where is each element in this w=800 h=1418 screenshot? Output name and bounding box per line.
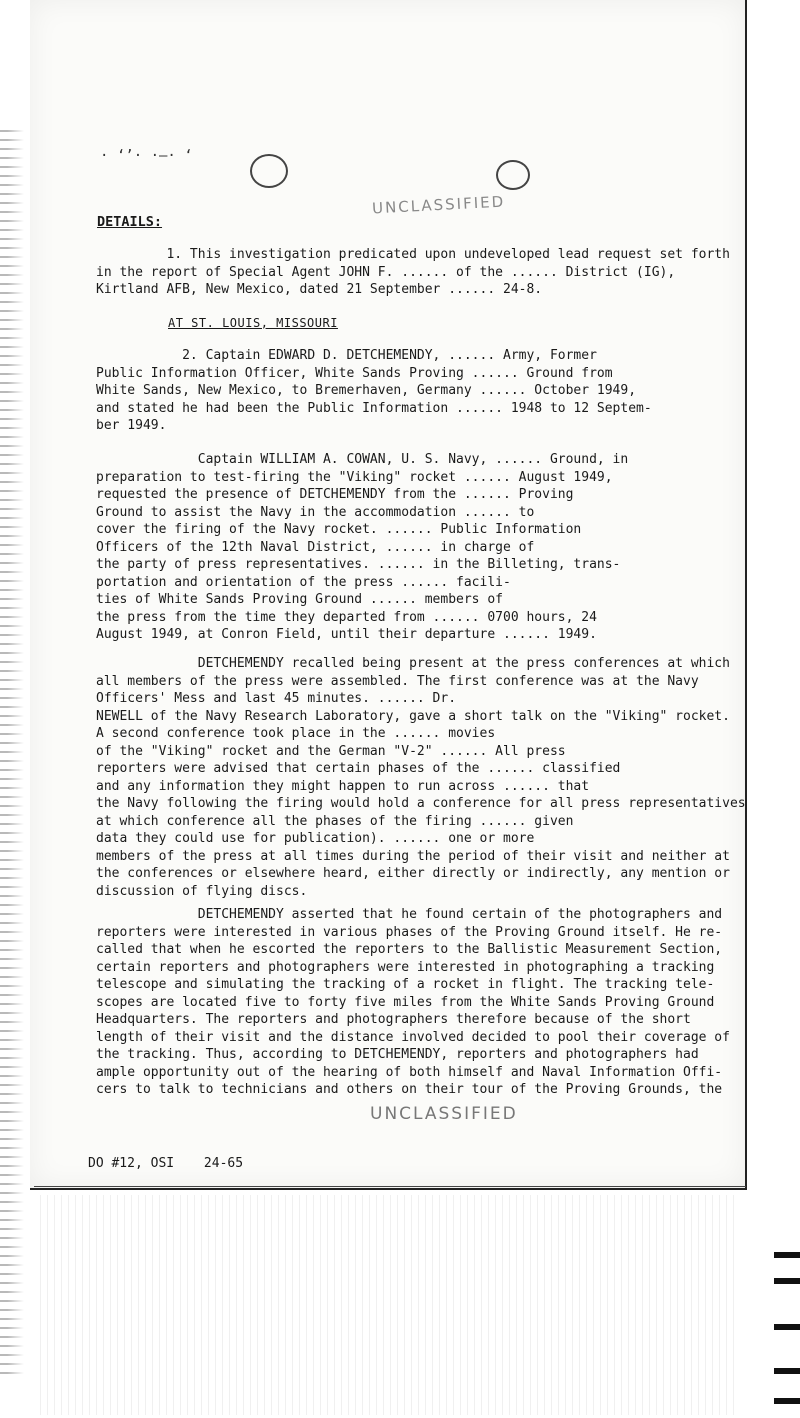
classification-stamp-top: UNCLASSIFIED xyxy=(371,192,506,218)
section-heading-location: AT ST. LOUIS, MISSOURI xyxy=(168,316,338,330)
paragraph-3: Captain WILLIAM A. COWAN, U. S. Navy, ...... Ground, in preparation to test-firing the "Viking" rocket ...... August 1949, requested the presence of DETCHEMENDY from the ...... Proving Ground to assist the Navy in the accommodation ...... to cover the firing of the Navy rocket. ...... Public Information Officers of the 12th Naval District, ...... in charge of the party of press representatives. ...... in the Billeting, trans- portation and orientation of the press ...... facili- ties of White Sands Proving Ground ...... members of the press from the time they departed from ...... 0700 hours, 24 August 1949, at Conron Field, until their departure ...... 1949. xyxy=(96,452,629,642)
scan-edge-right xyxy=(770,1240,800,1418)
document-footer xyxy=(88,1156,265,1171)
page-bottom-rule xyxy=(34,1186,746,1187)
paragraph-5: DETCHEMENDY asserted that he found certain of the photographers and reporters were interested in various phases of the Proving Ground itself. He re- called that when he escorted the reporters to the Ballistic Measurement Section, certain reporters and photographers were interested in photographing a tracking telescope and simulating the tracking of a rocket in flight. The tracking tele- scopes are located five to forty five miles from the White Sands Proving Ground Headquarters. The reporters and photographers therefore because of the short length of their visit and the distance involved decided to pool their coverage of the tracking. Thus, according to DETCHEMENDY, reporters and photographers had ample opportunity out of the hearing of both himself and Naval Information Offi- cers to talk to technicians and others on their tour of the Proving Grounds, the xyxy=(96,907,730,1097)
footer-page-number: 24-65 xyxy=(203,1156,244,1171)
scan-noise-bottom xyxy=(40,1195,740,1415)
paragraph-1: 1. This investigation predicated upon undeveloped lead request set forth in the report of Special Agent JOHN F. ...... of the ...... District (IG), Kirtland AFB, New Mexico, dated 21 September ...... 24-8. xyxy=(96,247,730,297)
punch-hole-right xyxy=(496,160,530,190)
paragraph-2: 2. Captain EDWARD D. DETCHEMENDY, ...... Army, Former Public Information Officer, White Sands Proving ...... Ground from White Sands, New Mexico, to Bremerhaven, Germany ...... October 1949, and stated he had been the Public Information ...... 1948 to 12 Septem- ber 1949. xyxy=(96,348,652,433)
header-marks: · ‘’· ·—· ‘ xyxy=(100,148,193,164)
details-label: DETAILS: xyxy=(97,214,163,230)
classification-stamp-bottom: UNCLASSIFIED xyxy=(370,1104,518,1124)
punch-hole-left xyxy=(250,154,288,188)
paragraph-4: DETCHEMENDY recalled being present at the press conferences at which all members of the press were assembled. The first conference was at the Navy Officers' Mess and last 45 minutes. ...... Dr. NEWELL of the Navy Research Laboratory, gave a short talk on the "Viking" rocket. A second conference took place in the ...... movies of the "Viking" rocket and the German "V-2" ...... All press reporters were advised that certain phases of the ...... classified and any information they might happen to run across ...... that the Navy following the firing would hold a conference for all press representatives at which conference all the phases of the firing ...... given data they could use for publication). ...... one or more members of the press at all times during the period of their visit and neither at the conferences or elsewhere heard, either directly or indirectly, any mention or discussion of flying discs. xyxy=(96,656,746,899)
footer-office: DO #12, OSI xyxy=(88,1156,175,1171)
